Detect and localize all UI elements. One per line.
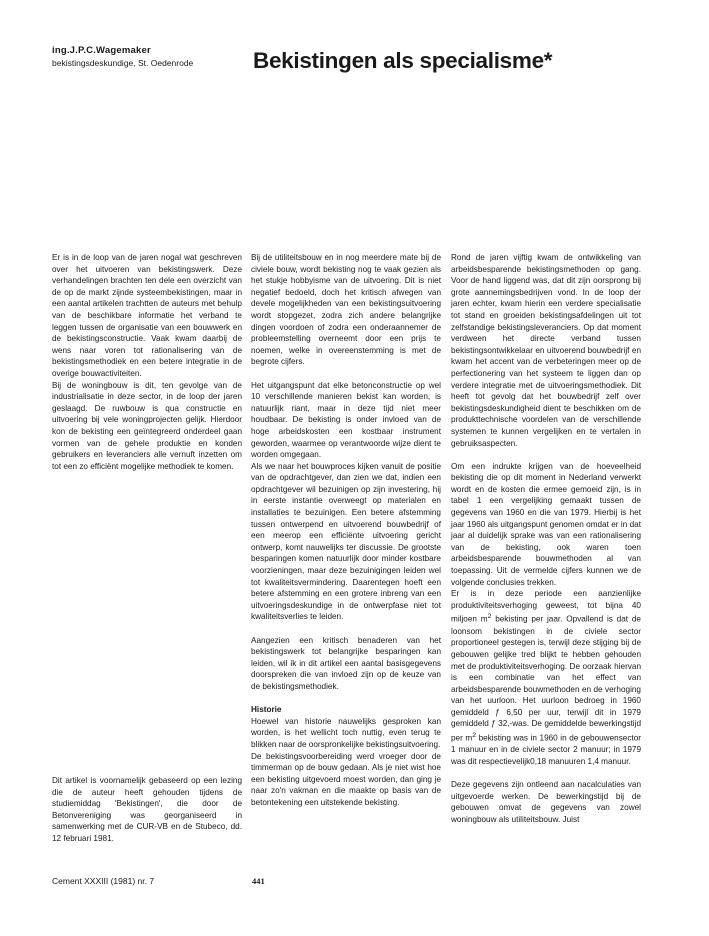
paragraph: Deze gegevens zijn ontleend aan nacalculaties van uitgevoerde werken. De bewerkingstijd bij de gebouwen omvat de gegevens van zowel woningbouw als utiliteitsbouw. Juist: [451, 780, 641, 824]
author-name: ing.J.P.C.Wagemaker: [52, 45, 151, 56]
superscript: 2: [472, 732, 477, 740]
superscript: 2: [487, 613, 492, 621]
text-span: bekisting was in 1960 in de gebouwensector 1 manuur en in de civiele sector 2 manuur; in 1979 was dit respectievelijk0,18 manuuren 1,4 manuur.: [451, 733, 641, 766]
column-3: [451, 252, 641, 826]
column-2: [251, 252, 441, 809]
column-1: [52, 252, 242, 472]
text-span: Er is in deze periode een aanzienlijke produktiviteitsverhoging geweest, tot bijna 40 miljoen m: [451, 589, 641, 625]
paragraph: Als we naar het bouwproces kijken vanuit de positie van de opdrachtgever, dan zien we dat, indien een opdrachtgever wil bezuinigen op zijn investering, hij in eerste instantie overweegt op materialen en installaties te bezuinigen. Een betere afstemming tussen ontwerpend en uitvoerend bouwbedrijf of een meerop een efficiënte uitvoering gericht ontwerp, komt nauwelijks ter discussie. De grootste besparingen komen natuurlijk door minder kostbare voorzieningen, maar deze bezuinigingen leiden wel tot kwaliteitsvermindering. Daarentegen hoeft een betere afstemming en een grotere inbreng van een uitvoeringsdeskundige in de ontwerpfase niet tot kwaliteitsverlies te leiden.: [251, 461, 441, 622]
journal-reference: Cement XXXIII (1981) nr. 7: [52, 876, 155, 886]
paragraph: Bij de utiliteitsbouw en in nog meerdere mate bij de civiele bouw, wordt bekisting nog te vaak gezien als het stukje hobbyisme van de uitvoering. Dit is niet negatief bedoeld, doch het kritisch afwegen van devele mogelijkheden van een bekistingsuitvoering wordt stopgezet, zodra zich andere belangrijke dingen voordoen of zodra een onderaannemer de probleemstelling overneemt door een prijs te noemen, welke in overeenstemming is met de begrote cijfers.: [251, 253, 441, 367]
paragraph: Om een indrukte krijgen van de hoeveelheid bekisting die op dit moment in Nederland verwerkt wordt en de kosten die ermee gemoeid zijn, is in tabel 1 een vergelijking gemaakt tussen de gegevens van 1960 en die van 1979. Hierbij is het jaar 1960 als uitgangspunt genomen omdat er in dat jaar al duidelijk sprake was van een rationalisering van de bekisting, ook waren toen arbeidsbesparende bouwmethoden al van toepassing. Uit de vermelde cijfers kunnen we de volgende conclusies trekken.: [451, 461, 641, 587]
page-number: 441: [252, 876, 265, 886]
paragraph: Bij de woningbouw is dit, ten gevolge van de industrialisatie in deze sector, in de loop der jaren geslaagd. De ruwbouw is qua constructie en uitvoering bij vele woningprojecten gelijk. Hierdoor kon de bekisting een geïntegreerd onderdeel gaan vormen van de gehele produktie en konden gebruikers en leveranciers alle vernuft inzetten om tot een zo efficiënt mogelijke methodiek te komen.: [52, 380, 242, 471]
paragraph: Hoewel van historie nauwelijks gesproken kan worden, is het wellicht toch nuttig, even terug te blikken naar de oorspronkelijke bekistingsuitvoering.: [251, 716, 441, 749]
paragraph: Rond de jaren vijftig kwam de ontwikkeling van arbeidsbesparende bekistingsmethoden op gang. Voor de hand liggend was, dat dit zijn oorsprong bij grote aannemingsbedrijven vond. In de loop der jaren echter, kwam hierin een verdere specialisatie tot stand en groeiden bekistingsafdelingen uit tot zelfstandige bekistingsleveranciers. Op dat moment verdween het directe verband tussen bekistingsontwikkelaar en uitvoerend bouwbedrijf en kwam het accent van de verbeteringen meer op de perfectionering van het systeem te liggen dan op verdere integratie met de uitvoeringsmethodiek. Dit heeft tot gevolg dat het bouwbedrijf zelf over bekistingsdeskundigheid dient te beschikken om de produkttechnische voordelen van de verschillende systemen te kunnen vergelijken en te vertalen in gebruiksaspecten.: [451, 253, 641, 448]
author-block: [52, 45, 232, 69]
paragraph: Het uitgangspunt dat elke betonconstructie op wel 10 verschillende manieren bekist kan worden, is natuurlijk riant, maar in deze tijd niet meer houdbaar. De bekisting is onder invloed van de hoge arbeidskosten een kostbaar instrument geworden, waarmee op verantwoorde wijze dient te worden omgegaan.: [251, 380, 441, 460]
footnote: [52, 775, 242, 845]
paragraph: Er is in de loop van de jaren nogal wat geschreven over het uitvoeren van bekistingswerk. Deze verhandelingen brachten ten dele een overzicht van de op de markt zijnde systeembekistingen, maar in een aantal artikelen trachtten de auteurs met behulp van de beschikbare informatie het verband te leggen tussen de organisatie van een bouwwerk en de bekistingsconstructie. Vaak kwam daarbij de wens naar voren tot rationalisering van de bekistingsmethodiek en een betere integratie in de overige bouwactiviteiten.: [52, 253, 242, 378]
section-heading: Historie: [251, 705, 282, 715]
paragraph: De bekistingsvoorbereiding werd vroeger door de timmerman op de bouw gedaan. Als je niet wist hoe een bekisting uitgevoerd moest worden, dan ging je naar zo'n vakman en die maakte op basis van de betontekening een uitstekende bekisting.: [251, 751, 441, 807]
paragraph: [451, 588, 641, 767]
footnote-text: Dit artikel is voornamelijk gebaseerd op een lezing die de auteur heeft gehouden tijdens de studiemiddag 'Bekistingen', die door de Betonvereniging was georganiseerd in samenwerking met de CUR-VB en de Stubeco, dd. 12 februari 1981.: [52, 776, 242, 843]
author-role: bekistingsdeskundige, St. Oedenrode: [52, 58, 194, 68]
article-title: Bekistingen als specialisme*: [253, 48, 553, 73]
paragraph: Aangezien een kritisch benaderen van het bekistingswerk tot belangrijke besparingen kan leiden, wil ik in dit artikel een aantal basisgegevens doorspreken die van invloed zijn op de keuze van de bekistingsmethodiek.: [251, 635, 441, 691]
text-span: bekisting per jaar. Opvallend is dat de loonsom bekistingen in de civiele sector proportioneel gestegen is, terwijl deze stijging bij de gebouwen gelijke tred blijkt te hebben gehouden met de produktiviteitsverhoging. De oorzaak hiervan is een combinatie van het effect van arbeidsbesparende bouwmethoden en de verhoging van het uurloon. Het uurloon bedroeg in 1960 gemiddeld ƒ 6,50 per uur, terwijl dit in 1979 gemiddeld ƒ 32,-was. De gemiddelde bewerkingstijd per m: [451, 615, 641, 743]
